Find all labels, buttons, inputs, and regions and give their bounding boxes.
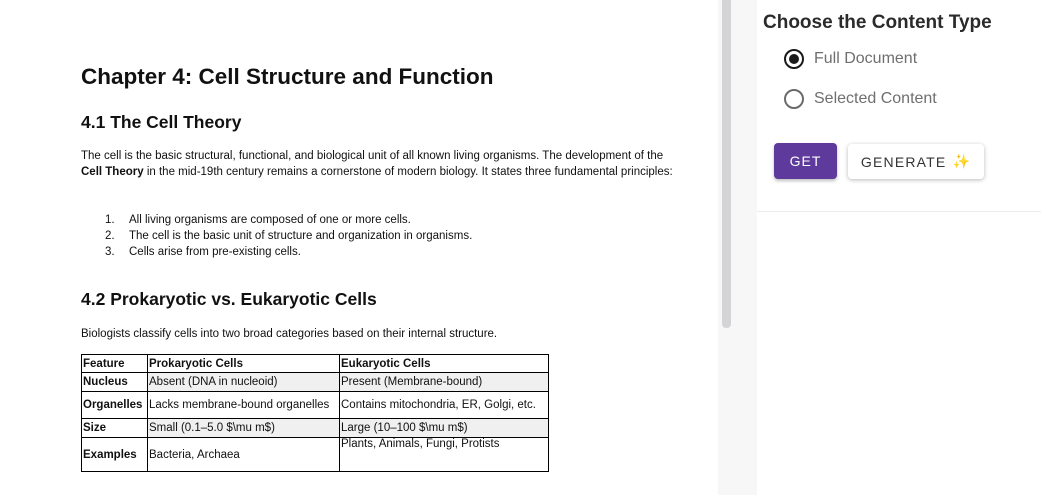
table-cell: Examples [82,438,148,472]
generate-button[interactable] [848,144,984,179]
table-header-row [82,355,549,373]
table-header-cell: Prokaryotic Cells [148,355,340,373]
radio-dot [789,54,799,64]
panel-title: Choose the Content Type [763,12,992,33]
cell-theory-paragraph [81,148,681,180]
list-number: 1. [105,214,115,226]
section-heading-cell-theory: 4.1 The Cell Theory [81,112,242,132]
table-cell: Size [82,419,148,438]
cell-comparison-table [81,354,549,472]
table-row [82,438,549,472]
paragraph-bold-term: Cell Theory [81,166,144,178]
table-header-cell: Eukaryotic Cells [340,355,549,373]
table-cell: Bacteria, Archaea [148,438,340,472]
radio-full-document[interactable] [784,49,917,69]
list-item [105,244,472,260]
table-cell: Nucleus [82,373,148,392]
document-scrollbar[interactable] [718,0,735,495]
list-text: The cell is the basic unit of structure and organization in organisms. [129,230,473,242]
radio-label[interactable]: Full Document [814,50,918,67]
list-text: Cells arise from pre-existing cells. [129,246,301,258]
cell-types-paragraph: Biologists classify cells into two broad categories based on their internal structure. [81,328,498,340]
radio-unchecked-icon[interactable] [784,89,804,109]
cell-theory-principles-list [105,212,472,260]
paragraph-text: The cell is the basic structural, functional, and biological unit of all known living organisms. The development of the [81,150,664,162]
table-cell: Large (10–100 $\mu m$) [340,419,549,438]
table-header-cell: Feature [82,355,148,373]
panel-divider [757,211,1041,212]
table-cell: Plants, Animals, Fungi, Protists [340,438,549,472]
table-cell: Contains mitochondria, ER, Golgi, etc. [340,392,549,419]
table-row [82,392,549,419]
get-button[interactable]: GET [774,143,837,179]
section-heading-cell-types: 4.2 Prokaryotic vs. Eukaryotic Cells [81,289,377,309]
table-row [82,373,549,392]
table-cell: Organelles [82,392,148,419]
list-number: 2. [105,230,115,242]
radio-label[interactable]: Selected Content [814,90,937,107]
table-cell: Present (Membrane-bound) [340,373,549,392]
table-cell: Small (0.1–5.0 $\mu m$) [148,419,340,438]
sparkles-icon: ✨ [952,153,972,169]
scrollbar-thumb[interactable] [722,0,731,328]
table-row [82,419,549,438]
generate-button-label: GENERATE [860,153,947,170]
pane-divider [735,0,757,495]
content-type-panel [757,0,1041,495]
table-cell: Lacks membrane-bound organelles [148,392,340,419]
list-text: All living organisms are composed of one or more cells. [129,214,411,226]
table-cell: Absent (DNA in nucleoid) [148,373,340,392]
list-item [105,228,472,244]
list-number: 3. [105,246,115,258]
radio-checked-icon[interactable] [784,49,804,69]
chapter-title: Chapter 4: Cell Structure and Function [81,64,494,89]
radio-selected-content[interactable] [784,89,937,109]
list-item [105,212,472,228]
paragraph-text: in the mid-19th century remains a cornerstone of modern biology. It states three fundamental principles: [143,166,673,178]
